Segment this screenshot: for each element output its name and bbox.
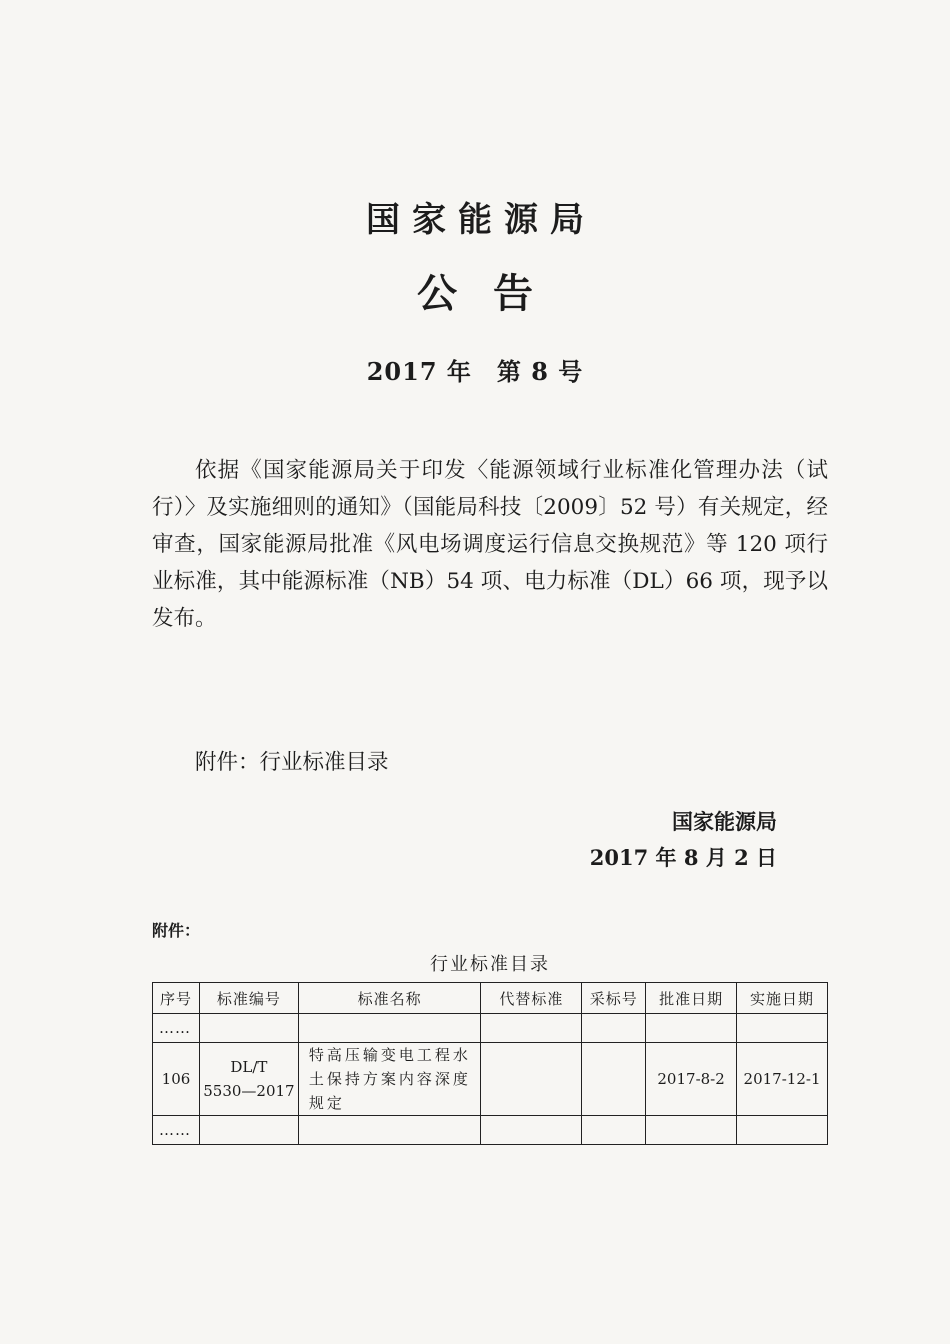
- announcement-body: 依据《国家能源局关于印发〈能源领域行业标准化管理办法（试行）〉及实施细则的通知》（国能局科技〔2009〕52 号）有关规定，经审查，国家能源局批准《风电场调度运行信息交换规范》等 120 项行业标准，其中能源标准（NB）54 项、电力标准（DL）66 项，现予以发布。: [152, 458, 828, 631]
- col-header-adopted: 采标号: [582, 983, 646, 1014]
- col-header-approved: 批准日期: [646, 983, 737, 1014]
- table-row-ellipsis-top: [153, 1014, 828, 1043]
- ellipsis-cell: ……: [153, 1014, 200, 1043]
- col-header-index: 序号: [153, 983, 200, 1014]
- ellipsis-cell: ……: [153, 1116, 200, 1145]
- row-adopted: [582, 1043, 646, 1116]
- announcement-number: 2017 年 第 8 号: [366, 357, 584, 386]
- row-effective-date: 2017-12-1: [737, 1043, 828, 1116]
- row-replaces: [481, 1043, 582, 1116]
- standard-code-number: 5530—2017: [203, 1082, 295, 1100]
- standard-code-prefix: DL/T: [230, 1058, 268, 1076]
- faded-bleed-through-text: [152, 600, 828, 740]
- standards-table: [152, 982, 828, 1145]
- col-header-name: 标准名称: [298, 983, 481, 1014]
- signature-date: 2017 年 8 月 2 日: [589, 845, 777, 870]
- attachment-reference: 附件：行业标准目录: [195, 750, 389, 775]
- table-row: [153, 1043, 828, 1116]
- agency-title: 国家能源局: [366, 200, 596, 240]
- table-row-ellipsis-bottom: [153, 1116, 828, 1145]
- row-index: 106: [153, 1043, 200, 1116]
- col-header-effective: 实施日期: [737, 983, 828, 1014]
- col-header-replaces: 代替标准: [481, 983, 582, 1014]
- row-approved-date: 2017-8-2: [646, 1043, 737, 1116]
- row-standard-name: 特高压输变电工程水土保持方案内容深度规定: [298, 1043, 481, 1116]
- row-standard-code: [199, 1043, 298, 1116]
- table-title: 行业标准目录: [430, 954, 550, 975]
- document-type-title: 公告: [417, 271, 569, 317]
- attachment-label: 附件：: [152, 921, 201, 940]
- col-header-code: 标准编号: [199, 983, 298, 1014]
- table-header-row: [153, 983, 828, 1014]
- signature-organization: 国家能源局: [672, 810, 777, 834]
